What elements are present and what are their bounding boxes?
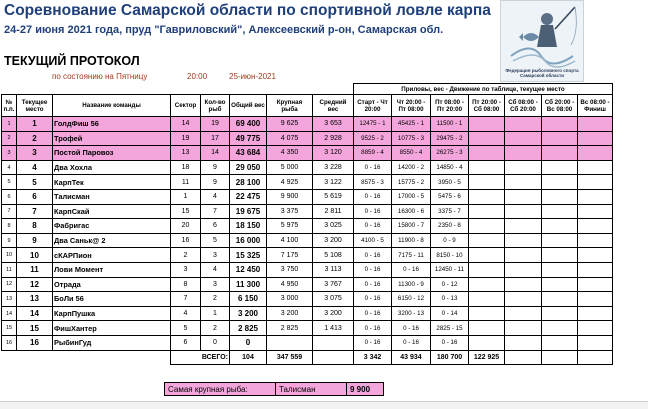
row-place: 10 xyxy=(17,248,53,263)
row-avg: 1 413 xyxy=(313,321,354,336)
row-period-2: 11300 - 9 xyxy=(392,277,431,292)
row-period-3: 5475 - 6 xyxy=(431,189,469,204)
row-number: 2 xyxy=(2,131,17,146)
row-number: 9 xyxy=(2,233,17,248)
row-period-5 xyxy=(505,204,542,219)
row-period-3: 3375 - 7 xyxy=(431,204,469,219)
row-period-6 xyxy=(542,160,578,175)
row-team: Лови Момент xyxy=(53,262,171,277)
row-avg: 2 928 xyxy=(313,131,354,146)
row-avg: 3 025 xyxy=(313,219,354,234)
biggest-fish-label: Самая крупная рыба: xyxy=(165,383,276,396)
row-fish: 0 xyxy=(201,335,230,350)
row-big: 4 075 xyxy=(267,131,313,146)
row-fish: 9 xyxy=(201,160,230,175)
row-big: 9 625 xyxy=(267,117,313,132)
row-fish: 9 xyxy=(201,175,230,190)
row-place: 11 xyxy=(17,262,53,277)
row-place: 2 xyxy=(17,131,53,146)
row-period-4 xyxy=(469,189,505,204)
row-total: 49 775 xyxy=(230,131,267,146)
row-place: 14 xyxy=(17,306,53,321)
row-period-1: 0 - 16 xyxy=(354,306,392,321)
row-team: Фабригас xyxy=(53,219,171,234)
row-total: 22 475 xyxy=(230,189,267,204)
row-total: 69 400 xyxy=(230,117,267,132)
row-period-3: 26275 - 3 xyxy=(431,146,469,161)
totals-period-6 xyxy=(578,350,613,365)
table-row[interactable] xyxy=(2,262,613,277)
row-period-6 xyxy=(542,117,578,132)
row-period-7 xyxy=(578,204,613,219)
row-big: 3 200 xyxy=(267,306,313,321)
table-row[interactable] xyxy=(2,189,613,204)
row-period-2: 14200 - 2 xyxy=(392,160,431,175)
row-period-6 xyxy=(542,219,578,234)
col-total-weight: Общий вес xyxy=(230,95,267,117)
row-period-7 xyxy=(578,335,613,350)
row-team: ФишХантер xyxy=(53,321,171,336)
row-period-1: 8859 - 4 xyxy=(354,146,392,161)
row-period-3: 29475 - 2 xyxy=(431,131,469,146)
row-period-3: 0 - 12 xyxy=(431,277,469,292)
col-period-2: Чт 20:00 - Пт 08:00 xyxy=(392,95,431,117)
row-sector: 19 xyxy=(171,131,201,146)
row-number: 3 xyxy=(2,146,17,161)
col-team: Название команды xyxy=(53,95,171,117)
row-period-1: 0 - 16 xyxy=(354,292,392,307)
row-period-2: 16300 - 6 xyxy=(392,204,431,219)
row-sector: 1 xyxy=(171,189,201,204)
row-place: 16 xyxy=(17,335,53,350)
row-period-7 xyxy=(578,292,613,307)
state-time: 20:00 xyxy=(187,72,208,81)
totals-period-2: 180 700 xyxy=(431,350,469,365)
row-period-3: 0 - 13 xyxy=(431,292,469,307)
row-period-6 xyxy=(542,262,578,277)
row-period-7 xyxy=(578,146,613,161)
row-number: 4 xyxy=(2,160,17,175)
table-row[interactable] xyxy=(2,321,613,336)
event-subtitle: 24-27 июня 2021 года, пруд "Гавриловский", Алексеевский р-он, Самарская обл. xyxy=(4,24,444,36)
col-fish-count: Кол-во рыб xyxy=(201,95,230,117)
row-period-6 xyxy=(542,204,578,219)
row-avg: 3 200 xyxy=(313,233,354,248)
row-period-6 xyxy=(542,189,578,204)
row-period-6 xyxy=(542,146,578,161)
row-fish: 3 xyxy=(201,248,230,263)
row-big: 2 825 xyxy=(267,321,313,336)
row-number: 1 xyxy=(2,117,17,132)
row-period-1: 0 - 16 xyxy=(354,219,392,234)
row-period-4 xyxy=(469,248,505,263)
row-sector: 16 xyxy=(171,233,201,248)
col-period-5: Сб 08:00 - Сб 20:00 xyxy=(505,95,542,117)
row-period-6 xyxy=(542,277,578,292)
page-title: Соревнование Самарской области по спортивной ловле карпа xyxy=(4,2,491,19)
col-place: Текущее место xyxy=(17,95,53,117)
row-sector: 4 xyxy=(171,306,201,321)
row-team: ГолдФиш 56 xyxy=(53,117,171,132)
row-period-7 xyxy=(578,189,613,204)
biggest-fish-box xyxy=(164,382,384,396)
row-period-5 xyxy=(505,146,542,161)
row-period-3: 0 - 14 xyxy=(431,306,469,321)
row-period-4 xyxy=(469,117,505,132)
row-total: 0 xyxy=(230,335,267,350)
row-sector: 8 xyxy=(171,277,201,292)
row-fish: 1 xyxy=(201,306,230,321)
row-period-1: 0 - 16 xyxy=(354,204,392,219)
row-big: 7 175 xyxy=(267,248,313,263)
row-fish: 3 xyxy=(201,277,230,292)
table-row[interactable] xyxy=(2,117,613,132)
row-avg: 3 122 xyxy=(313,175,354,190)
row-period-1: 0 - 16 xyxy=(354,321,392,336)
table-row[interactable] xyxy=(2,219,613,234)
row-period-2: 45425 - 1 xyxy=(392,117,431,132)
row-total: 43 684 xyxy=(230,146,267,161)
row-team: Два Саньк@ 2 xyxy=(53,233,171,248)
row-period-7 xyxy=(578,175,613,190)
row-big: 3 750 xyxy=(267,262,313,277)
totals-avg: 3 342 xyxy=(354,350,392,365)
row-period-7 xyxy=(578,219,613,234)
row-team: Талисман xyxy=(53,189,171,204)
row-period-5 xyxy=(505,292,542,307)
row-number: 12 xyxy=(2,277,17,292)
row-number: 14 xyxy=(2,306,17,321)
table-row[interactable] xyxy=(2,233,613,248)
row-total: 12 450 xyxy=(230,262,267,277)
row-period-7 xyxy=(578,117,613,132)
row-period-2: 10775 - 3 xyxy=(392,131,431,146)
row-total: 16 000 xyxy=(230,233,267,248)
row-period-5 xyxy=(505,131,542,146)
results-table xyxy=(1,83,613,365)
row-total: 18 150 xyxy=(230,219,267,234)
row-period-5 xyxy=(505,335,542,350)
row-avg: 3 228 xyxy=(313,160,354,175)
row-team: РыбинГуд xyxy=(53,335,171,350)
row-total: 6 150 xyxy=(230,292,267,307)
row-fish: 2 xyxy=(201,292,230,307)
row-avg: 2 811 xyxy=(313,204,354,219)
row-period-7 xyxy=(578,277,613,292)
row-period-2: 11900 - 8 xyxy=(392,233,431,248)
row-period-4 xyxy=(469,321,505,336)
totals-period-4 xyxy=(505,350,542,365)
row-sector: 6 xyxy=(171,335,201,350)
col-period-7: Вс 08:00 - Финиш xyxy=(578,95,613,117)
row-sector: 15 xyxy=(171,204,201,219)
row-period-5 xyxy=(505,277,542,292)
col-period-6: Сб 20:00 - Вс 08:00 xyxy=(542,95,578,117)
row-avg: 5 108 xyxy=(313,248,354,263)
row-period-1: 0 - 16 xyxy=(354,335,392,350)
row-total: 15 325 xyxy=(230,248,267,263)
row-sector: 14 xyxy=(171,117,201,132)
row-period-5 xyxy=(505,175,542,190)
row-place: 7 xyxy=(17,204,53,219)
row-period-6 xyxy=(542,248,578,263)
col-avg-weight: Средний вес xyxy=(313,95,354,117)
row-period-5 xyxy=(505,248,542,263)
row-total: 29 050 xyxy=(230,160,267,175)
row-number: 5 xyxy=(2,175,17,190)
row-avg: 3 113 xyxy=(313,262,354,277)
table-row[interactable] xyxy=(2,335,613,350)
row-number: 13 xyxy=(2,292,17,307)
row-period-4 xyxy=(469,175,505,190)
row-big: 4 925 xyxy=(267,175,313,190)
row-period-7 xyxy=(578,131,613,146)
row-avg: 3 767 xyxy=(313,277,354,292)
row-sector: 5 xyxy=(171,321,201,336)
row-number: 6 xyxy=(2,189,17,204)
row-number: 16 xyxy=(2,335,17,350)
row-period-3: 3950 - 5 xyxy=(431,175,469,190)
row-fish: 6 xyxy=(201,219,230,234)
totals-row xyxy=(2,350,613,365)
table-row[interactable] xyxy=(2,175,613,190)
totals-weight: 347 559 xyxy=(267,350,313,365)
col-number: № п.п. xyxy=(2,95,17,117)
row-total: 19 675 xyxy=(230,204,267,219)
row-sector: 18 xyxy=(171,160,201,175)
row-period-4 xyxy=(469,146,505,161)
row-period-2: 0 - 16 xyxy=(392,262,431,277)
table-body xyxy=(2,117,613,351)
row-fish: 17 xyxy=(201,131,230,146)
row-big: 4 350 xyxy=(267,146,313,161)
row-number: 7 xyxy=(2,204,17,219)
row-period-7 xyxy=(578,160,613,175)
row-period-1: 0 - 16 xyxy=(354,262,392,277)
protocol-heading: ТЕКУЩИЙ ПРОТОКОЛ xyxy=(4,54,140,68)
row-number: 8 xyxy=(2,219,17,234)
row-team: КарпПушка xyxy=(53,306,171,321)
totals-period-5 xyxy=(542,350,578,365)
row-period-2: 17000 - 5 xyxy=(392,189,431,204)
row-period-3: 11500 - 1 xyxy=(431,117,469,132)
row-period-4 xyxy=(469,262,505,277)
row-team: сКАРПион xyxy=(53,248,171,263)
biggest-fish-weight: 9 900 xyxy=(347,383,384,396)
row-period-4 xyxy=(469,233,505,248)
row-period-7 xyxy=(578,321,613,336)
row-big: 4 100 xyxy=(267,233,313,248)
row-sector: 20 xyxy=(171,219,201,234)
row-place: 3 xyxy=(17,146,53,161)
row-period-4 xyxy=(469,160,505,175)
row-sector: 11 xyxy=(171,175,201,190)
row-fish: 19 xyxy=(201,117,230,132)
row-period-4 xyxy=(469,131,505,146)
totals-label: ВСЕГО: xyxy=(171,350,230,365)
row-period-6 xyxy=(542,175,578,190)
row-total: 11 300 xyxy=(230,277,267,292)
row-place: 6 xyxy=(17,189,53,204)
row-big: 5 975 xyxy=(267,219,313,234)
row-period-5 xyxy=(505,189,542,204)
row-big: 3 375 xyxy=(267,204,313,219)
row-period-6 xyxy=(542,292,578,307)
row-period-1: 0 - 16 xyxy=(354,160,392,175)
table-row[interactable] xyxy=(2,277,613,292)
row-period-1: 12475 - 1 xyxy=(354,117,392,132)
row-team: Трофей xyxy=(53,131,171,146)
col-period-3: Пт 08:00 - Пт 20:00 xyxy=(431,95,469,117)
row-period-1: 8575 - 3 xyxy=(354,175,392,190)
table-row[interactable] xyxy=(2,146,613,161)
row-period-7 xyxy=(578,262,613,277)
row-big: 5 000 xyxy=(267,160,313,175)
row-big: 9 900 xyxy=(267,189,313,204)
row-fish: 5 xyxy=(201,233,230,248)
row-place: 8 xyxy=(17,219,53,234)
row-period-5 xyxy=(505,117,542,132)
row-team: КарпСкай xyxy=(53,204,171,219)
row-period-7 xyxy=(578,233,613,248)
row-period-2: 8550 - 4 xyxy=(392,146,431,161)
col-period-4: Пт 20:00 - Сб 08:00 xyxy=(469,95,505,117)
row-period-1: 0 - 16 xyxy=(354,248,392,263)
row-period-6 xyxy=(542,306,578,321)
federation-logo xyxy=(500,0,584,82)
row-period-4 xyxy=(469,306,505,321)
row-team: Постой Паровоз xyxy=(53,146,171,161)
biggest-fish-team: Талисман xyxy=(276,383,347,396)
state-date: 25-июн-2021 xyxy=(229,72,276,81)
row-period-5 xyxy=(505,160,542,175)
row-period-1: 0 - 16 xyxy=(354,189,392,204)
row-team: Два Хохла xyxy=(53,160,171,175)
totals-period-3: 122 925 xyxy=(469,350,505,365)
table-row[interactable] xyxy=(2,292,613,307)
row-period-6 xyxy=(542,233,578,248)
row-period-6 xyxy=(542,131,578,146)
table-row[interactable] xyxy=(2,204,613,219)
row-avg: 5 619 xyxy=(313,189,354,204)
row-period-4 xyxy=(469,219,505,234)
row-place: 13 xyxy=(17,292,53,307)
table-row[interactable] xyxy=(2,160,613,175)
row-period-7 xyxy=(578,248,613,263)
totals-big xyxy=(313,350,354,365)
row-fish: 7 xyxy=(201,204,230,219)
row-period-5 xyxy=(505,306,542,321)
row-period-6 xyxy=(542,335,578,350)
row-period-5 xyxy=(505,219,542,234)
totals-fish: 104 xyxy=(230,350,267,365)
row-team: КарпТек xyxy=(53,175,171,190)
row-period-1: 4100 - 5 xyxy=(354,233,392,248)
row-period-4 xyxy=(469,204,505,219)
row-avg: 3 653 xyxy=(313,117,354,132)
row-period-2: 6150 - 12 xyxy=(392,292,431,307)
state-label: по состоянию на Пятницу xyxy=(52,72,148,81)
row-fish: 4 xyxy=(201,189,230,204)
row-team: Отрада xyxy=(53,277,171,292)
row-fish: 14 xyxy=(201,146,230,161)
row-period-6 xyxy=(542,321,578,336)
row-fish: 4 xyxy=(201,262,230,277)
row-total: 3 200 xyxy=(230,306,267,321)
row-period-3: 12450 - 11 xyxy=(431,262,469,277)
row-period-4 xyxy=(469,292,505,307)
row-period-1: 9525 - 2 xyxy=(354,131,392,146)
row-sector: 3 xyxy=(171,262,201,277)
row-big xyxy=(267,335,313,350)
totals-period-1: 43 934 xyxy=(392,350,431,365)
row-period-1: 0 - 16 xyxy=(354,277,392,292)
logo-caption: Федерация рыболовного спорта Самарской области xyxy=(505,68,579,78)
row-period-2: 7175 - 11 xyxy=(392,248,431,263)
row-number: 11 xyxy=(2,262,17,277)
movement-header: Приловы, вес - Движение по таблице, текущее место xyxy=(354,84,613,95)
row-avg: 3 075 xyxy=(313,292,354,307)
fisherman-icon xyxy=(501,1,583,71)
col-big-fish: Крупная рыба xyxy=(267,95,313,117)
row-period-5 xyxy=(505,321,542,336)
row-total: 28 100 xyxy=(230,175,267,190)
col-period-1: Старт - Чт 20:00 xyxy=(354,95,392,117)
row-period-2: 15775 - 2 xyxy=(392,175,431,190)
row-avg: 3 120 xyxy=(313,146,354,161)
row-period-2: 3200 - 13 xyxy=(392,306,431,321)
row-big: 3 000 xyxy=(267,292,313,307)
row-period-3: 0 - 9 xyxy=(431,233,469,248)
row-period-4 xyxy=(469,277,505,292)
row-number: 10 xyxy=(2,248,17,263)
row-number: 15 xyxy=(2,321,17,336)
row-period-3: 8150 - 10 xyxy=(431,248,469,263)
row-period-3: 14850 - 4 xyxy=(431,160,469,175)
row-period-2: 15800 - 7 xyxy=(392,219,431,234)
row-fish: 2 xyxy=(201,321,230,336)
row-period-2: 0 - 16 xyxy=(392,335,431,350)
row-period-3: 2825 - 15 xyxy=(431,321,469,336)
row-team: БоЛи 56 xyxy=(53,292,171,307)
table-row[interactable] xyxy=(2,131,613,146)
row-period-4 xyxy=(469,335,505,350)
row-place: 5 xyxy=(17,175,53,190)
row-avg: 3 200 xyxy=(313,306,354,321)
row-big: 4 950 xyxy=(267,277,313,292)
row-period-3: 0 - 16 xyxy=(431,335,469,350)
row-avg xyxy=(313,335,354,350)
row-period-3: 2350 - 8 xyxy=(431,219,469,234)
row-place: 9 xyxy=(17,233,53,248)
table-row[interactable] xyxy=(2,248,613,263)
row-place: 1 xyxy=(17,117,53,132)
row-sector: 13 xyxy=(171,146,201,161)
row-period-2: 0 - 16 xyxy=(392,321,431,336)
row-sector: 7 xyxy=(171,292,201,307)
table-row[interactable] xyxy=(2,306,613,321)
row-period-7 xyxy=(578,306,613,321)
row-period-5 xyxy=(505,233,542,248)
row-total: 2 825 xyxy=(230,321,267,336)
row-place: 4 xyxy=(17,160,53,175)
row-sector: 2 xyxy=(171,248,201,263)
row-place: 12 xyxy=(17,277,53,292)
row-period-5 xyxy=(505,262,542,277)
col-sector: Сектор xyxy=(171,95,201,117)
row-place: 15 xyxy=(17,321,53,336)
